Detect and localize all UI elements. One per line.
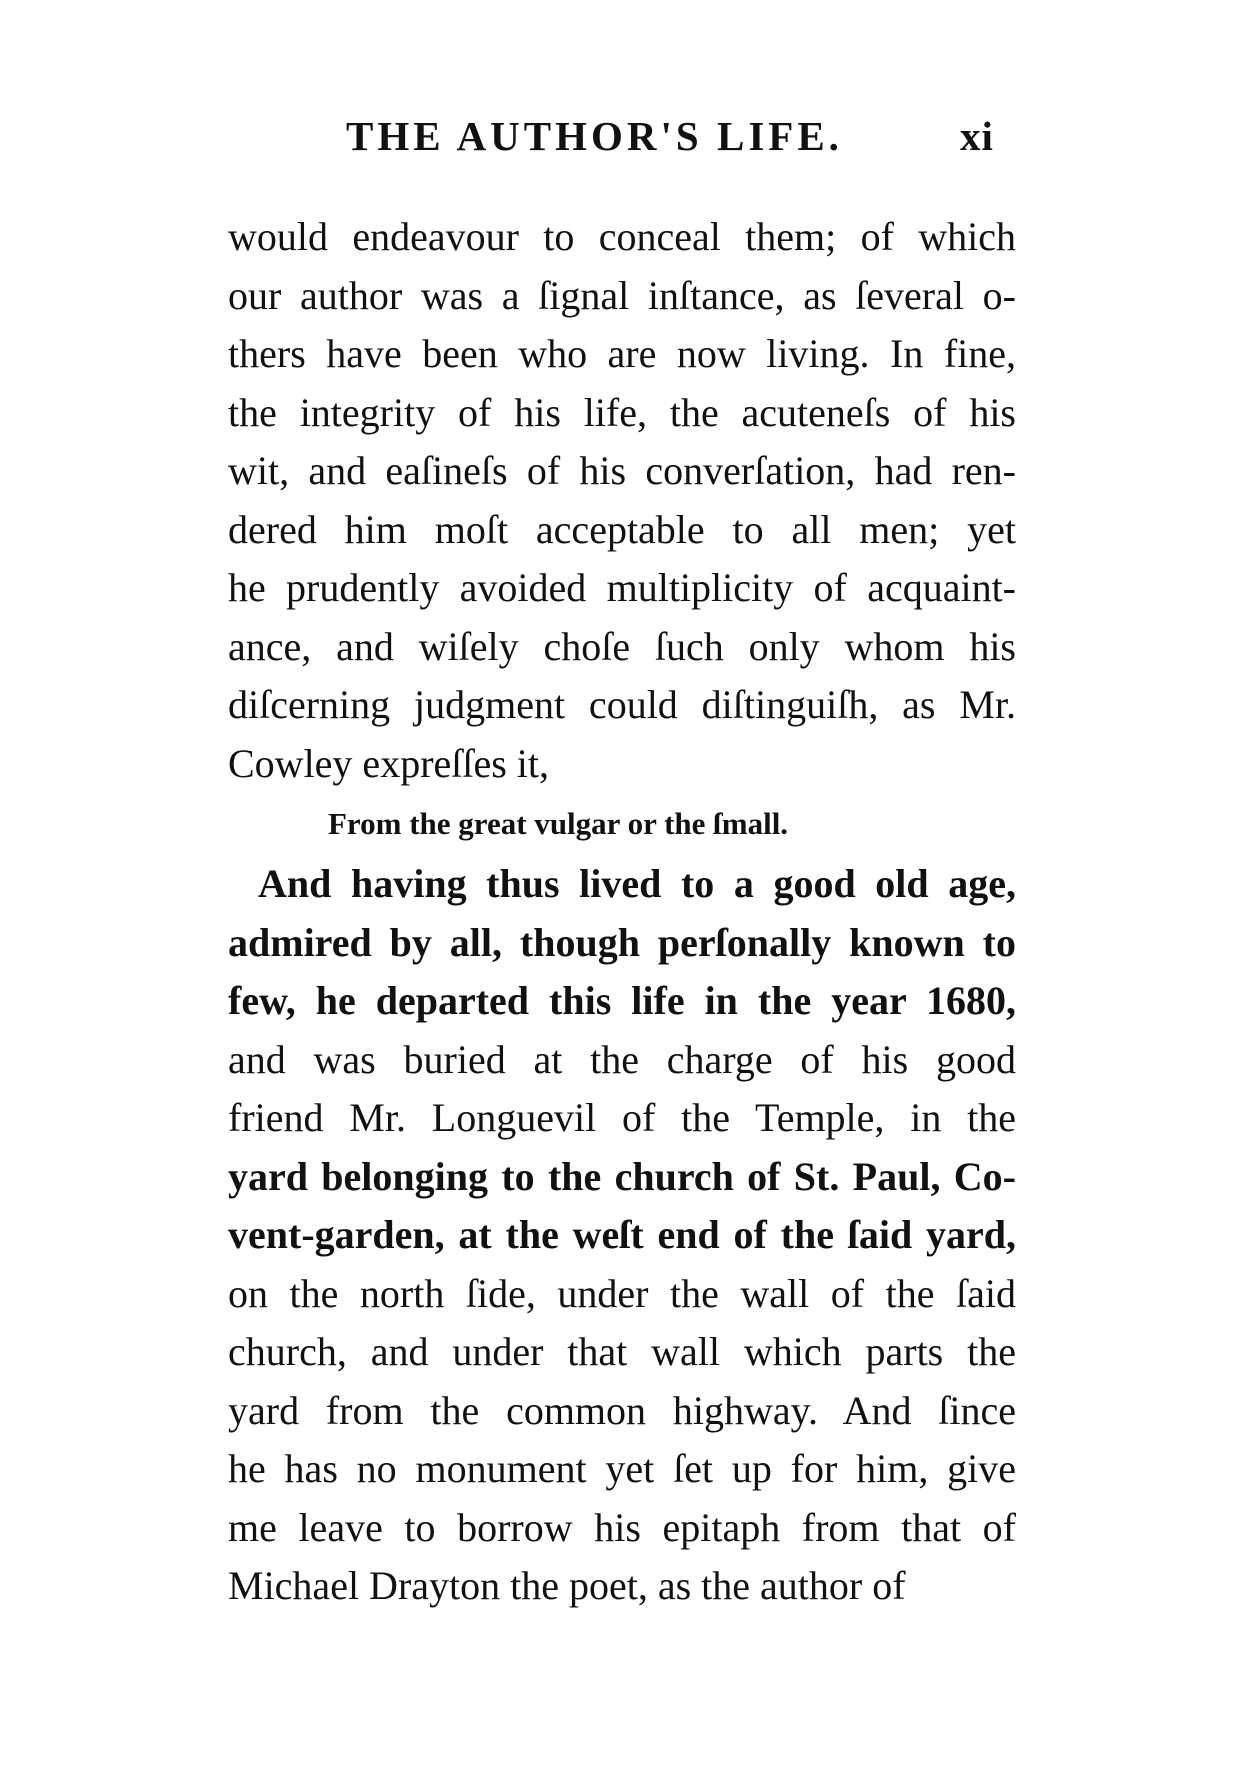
text-line: me leave to borrow his epitaph from that of [228, 1504, 1016, 1550]
text-line: thers have been who are now living. In fine, [228, 331, 1016, 376]
text-line: the integrity of his life, the acuteneſs of his [228, 389, 1016, 435]
text-line: Michael Drayton the poet, as the author of [228, 1563, 906, 1608]
text-line: on the north ſide, under the wall of the ſaid [228, 1270, 1016, 1316]
body-text [228, 208, 1016, 1616]
text-line: yard from the common highway. And ſince [228, 1387, 1016, 1433]
running-title: THE AUTHOR'S LIFE. [346, 113, 843, 159]
text-line: yard belonging to the church of St. Paul, Co- [228, 1153, 1016, 1199]
text-line: admired by all, though perſonally known to [228, 919, 1016, 965]
quotation-line: From the great vulgar or the ſmall. [328, 806, 789, 841]
text-line: wit, and eaſineſs of his converſation, had ren- [228, 448, 1016, 493]
text-line: he has no monument yet ſet up for him, give [228, 1446, 1016, 1491]
text-line: and was buried at the charge of his good [228, 1036, 1016, 1082]
text-line: church, and under that wall which parts the [228, 1329, 1016, 1374]
text-line: ance, and wiſely choſe ſuch only whom his [228, 623, 1016, 669]
paragraph-1 [228, 208, 1016, 793]
text-line: our author was a ſignal inſtance, as ſeveral o- [228, 272, 1016, 318]
text-line: And having thus lived to a good old age, [258, 861, 1016, 906]
text-line: Cowley expreſſes it, [228, 740, 550, 786]
text-line: he prudently avoided multiplicity of acquaint- [228, 565, 1016, 610]
text-line: vent-garden, at the weſt end of the ſaid yard, [228, 1212, 1016, 1257]
text-line: few, he departed this life in the year 1680, [228, 978, 1016, 1023]
text-line: dered him moſt acceptable to all men; yet [228, 506, 1016, 552]
page-number: xi [960, 113, 994, 159]
paragraph-2 [228, 855, 1016, 1616]
text-line: diſcerning judgment could diſtinguiſh, as Mr. [228, 682, 1016, 727]
text-line: friend Mr. Longuevil of the Temple, in the [228, 1095, 1016, 1140]
text-line: would endeavour to conceal them; of which [228, 214, 1016, 259]
